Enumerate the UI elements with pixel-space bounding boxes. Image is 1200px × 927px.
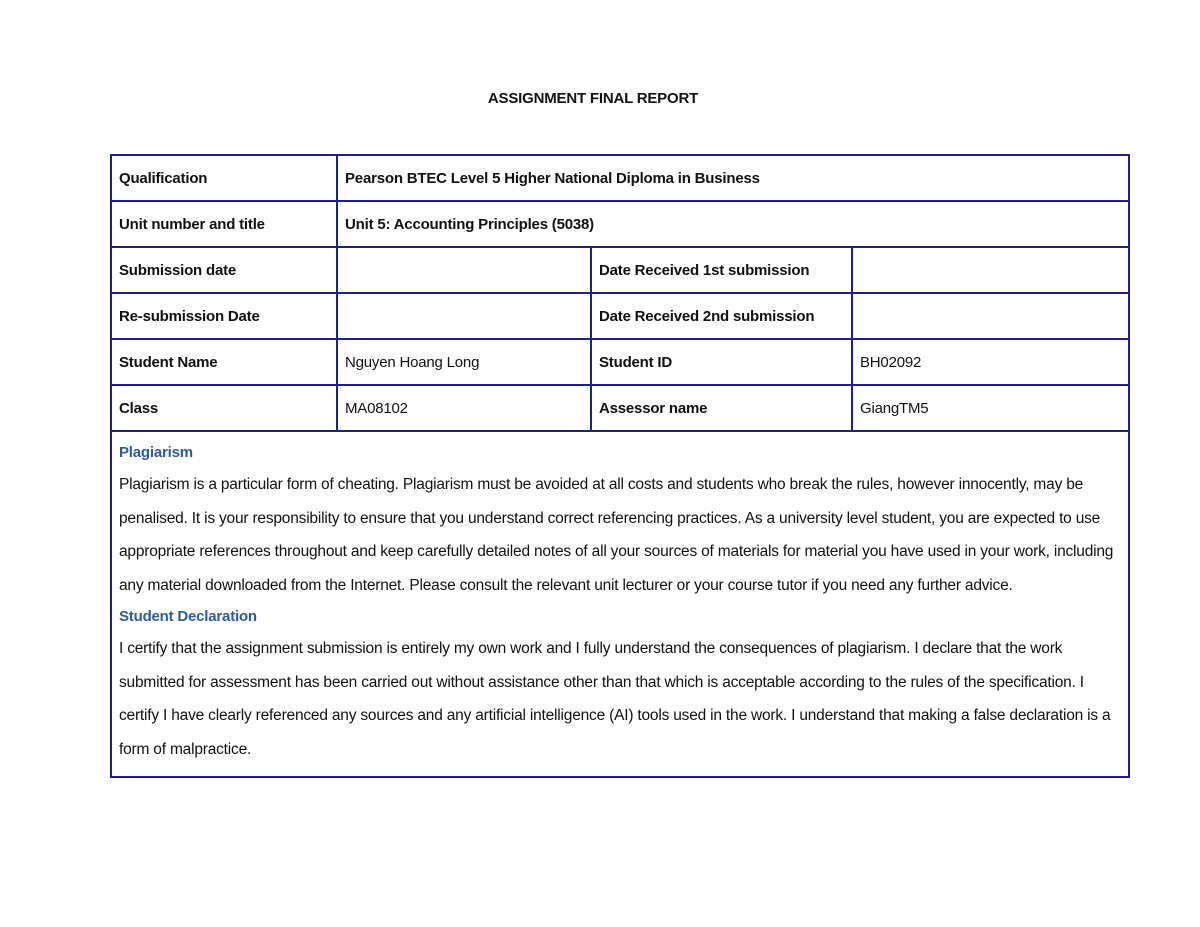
unit-label: Unit number and title [111,201,337,247]
student-name-label: Student Name [111,339,337,385]
unit-value: Unit 5: Accounting Principles (5038) [337,201,1129,247]
student-id-label: Student ID [591,339,852,385]
notice-row [111,431,1129,777]
declaration-heading: Student Declaration [119,608,257,625]
student-name-value: Nguyen Hoang Long [337,339,591,385]
plagiarism-text: Plagiarism is a particular form of cheating. Plagiarism must be avoided at all costs and students who break the rules, however innocently, may be penalised. It is your responsibility to ensure that you understand correct referencing practices. As a university level student, you are expected to use appropriate references throughout and keep carefully detailed notes of all your sources of materials for material you have used in your work, including any material downloaded from the Internet. Please consult the relevant unit lecturer or your course tutor if you need any further advice. [119,476,1114,594]
date-received-1-value [852,247,1129,293]
submission-date-row [111,247,1129,293]
resubmission-date-label: Re-submission Date [111,293,337,339]
date-received-2-value [852,293,1129,339]
notice-cell [111,431,1129,777]
class-row [111,385,1129,431]
student-row [111,339,1129,385]
unit-row [111,201,1129,247]
assessor-value: GiangTM5 [852,385,1129,431]
resubmission-date-value [337,293,591,339]
submission-date-value [337,247,591,293]
submission-date-label: Submission date [111,247,337,293]
document-title: ASSIGNMENT FINAL REPORT [487,90,699,107]
qualification-label: Qualification [111,155,337,201]
resubmission-date-row [111,293,1129,339]
class-label: Class [111,385,337,431]
assessor-label: Assessor name [591,385,852,431]
declaration-text: I certify that the assignment submission is entirely my own work and I fully understand the consequences of plagiarism. I declare that the work submitted for assessment has been carried out without assistance other than that which is acceptable according to the rules of the specification. I certify I have clearly referenced any sources and any artificial intelligence (AI) tools used in the work. I understand that making a false declaration is a form of malpractice. [119,640,1111,758]
plagiarism-heading: Plagiarism [119,444,193,461]
report-cover-table [110,154,1130,778]
class-value: MA08102 [337,385,591,431]
qualification-value: Pearson BTEC Level 5 Higher National Diploma in Business [337,155,1129,201]
date-received-2-label: Date Received 2nd submission [591,293,852,339]
date-received-1-label: Date Received 1st submission [591,247,852,293]
qualification-row [111,155,1129,201]
student-id-value: BH02092 [852,339,1129,385]
